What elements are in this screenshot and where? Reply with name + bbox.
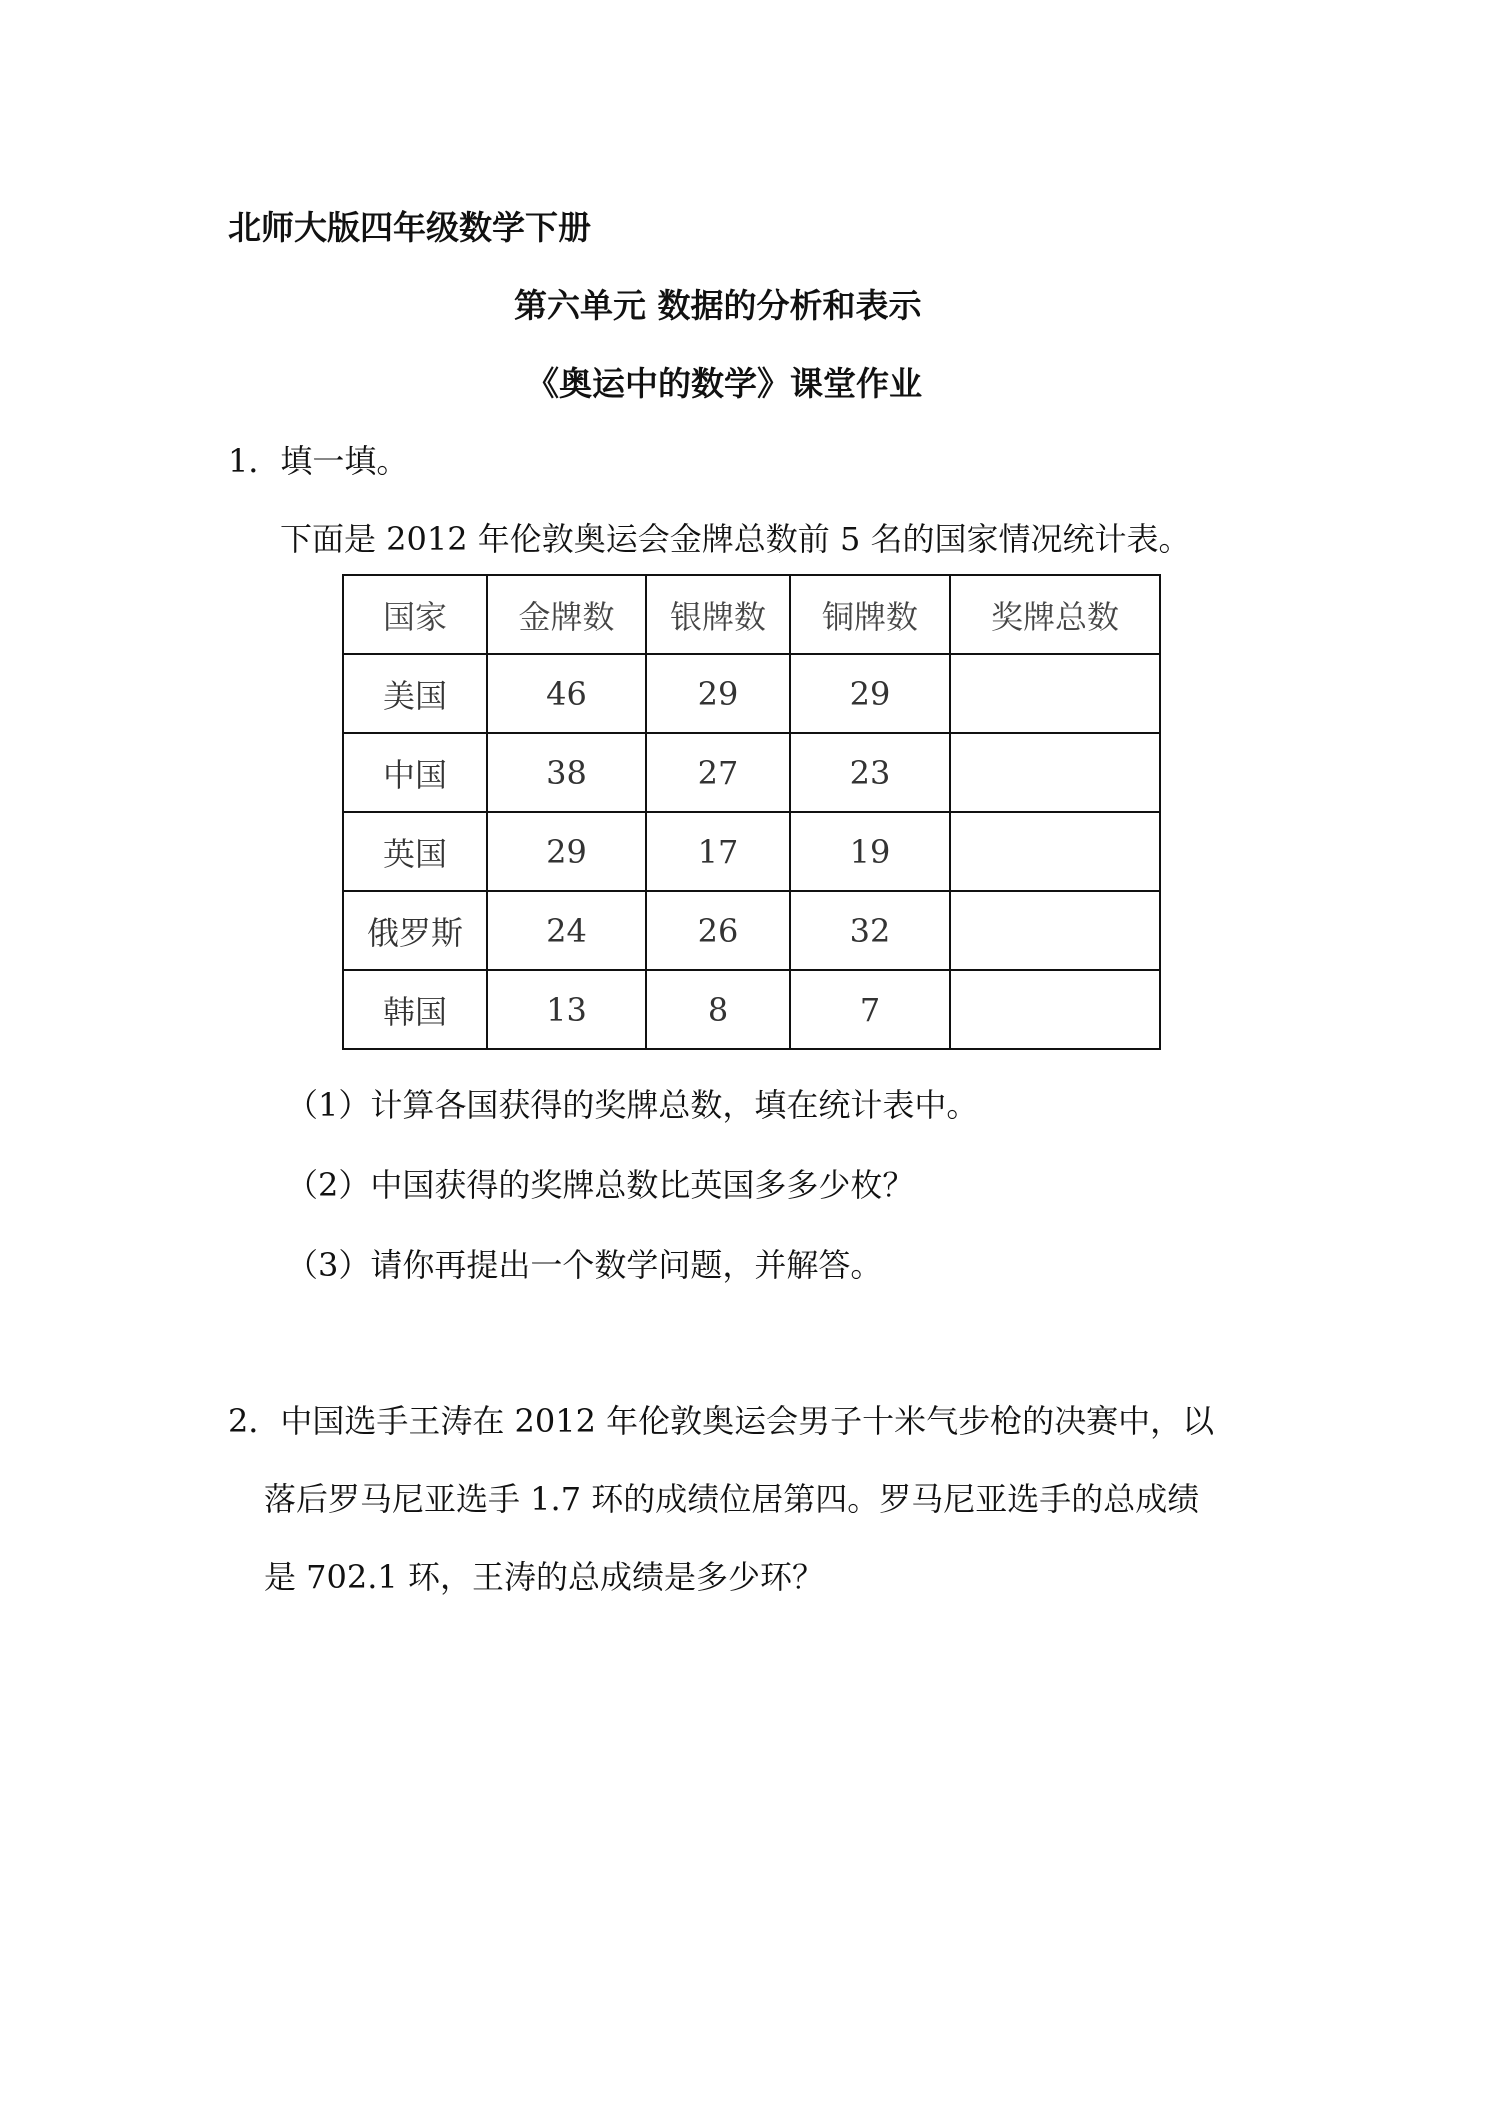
question-2-line-1: 2．中国选手王涛在 2012 年伦敦奥运会男子十米气步枪的决赛中，以 [228,1402,1215,1440]
cell-gold: 46 [487,654,646,733]
cell-total-blank[interactable] [950,891,1160,970]
question-2-line-3: 是 702.1 环，王涛的总成绩是多少环？ [264,1558,824,1596]
unit-title: 第六单元 数据的分析和表示 [514,286,922,325]
subquestion-2: （2）中国获得的奖牌总数比英国多多少枚？ [286,1166,915,1204]
cell-total-blank[interactable] [950,654,1160,733]
cell-silver: 17 [646,812,790,891]
cell-silver: 8 [646,970,790,1049]
cell-gold: 29 [487,812,646,891]
cell-silver: 27 [646,733,790,812]
cell-gold: 13 [487,970,646,1049]
cell-silver: 26 [646,891,790,970]
cell-country: 俄罗斯 [343,891,487,970]
cell-gold: 24 [487,891,646,970]
cell-bronze: 32 [790,891,950,970]
table-row [343,891,1160,970]
table-row [343,733,1160,812]
table-header-row [343,575,1160,654]
cell-country: 美国 [343,654,487,733]
header-total: 奖牌总数 [950,575,1160,654]
cell-total-blank[interactable] [950,812,1160,891]
cell-silver: 29 [646,654,790,733]
cell-gold: 38 [487,733,646,812]
header-bronze: 铜牌数 [790,575,950,654]
table-row [343,812,1160,891]
cell-country: 中国 [343,733,487,812]
table-row [343,654,1160,733]
question-1-title: 1．填一填。 [228,442,409,480]
cell-bronze: 19 [790,812,950,891]
table-row [343,970,1160,1049]
lesson-title: 《奥运中的数学》课堂作业 [526,364,922,403]
subquestion-3: （3）请你再提出一个数学问题，并解答。 [286,1246,883,1284]
cell-country: 英国 [343,812,487,891]
medal-statistics-table [342,574,1161,1050]
subquestion-1: （1）计算各国获得的奖牌总数，填在统计表中。 [286,1086,979,1124]
header-silver: 银牌数 [646,575,790,654]
question-2-line-2: 落后罗马尼亚选手 1.7 环的成绩位居第四。罗马尼亚选手的总成绩 [264,1480,1200,1518]
cell-bronze: 29 [790,654,950,733]
cell-bronze: 7 [790,970,950,1049]
header-gold: 金牌数 [487,575,646,654]
question-1-intro: 下面是 2012 年伦敦奥运会金牌总数前 5 名的国家情况统计表。 [280,520,1191,558]
cell-total-blank[interactable] [950,970,1160,1049]
cell-country: 韩国 [343,970,487,1049]
cell-total-blank[interactable] [950,733,1160,812]
series-title: 北师大版四年级数学下册 [228,208,591,247]
header-country: 国家 [343,575,487,654]
cell-bronze: 23 [790,733,950,812]
